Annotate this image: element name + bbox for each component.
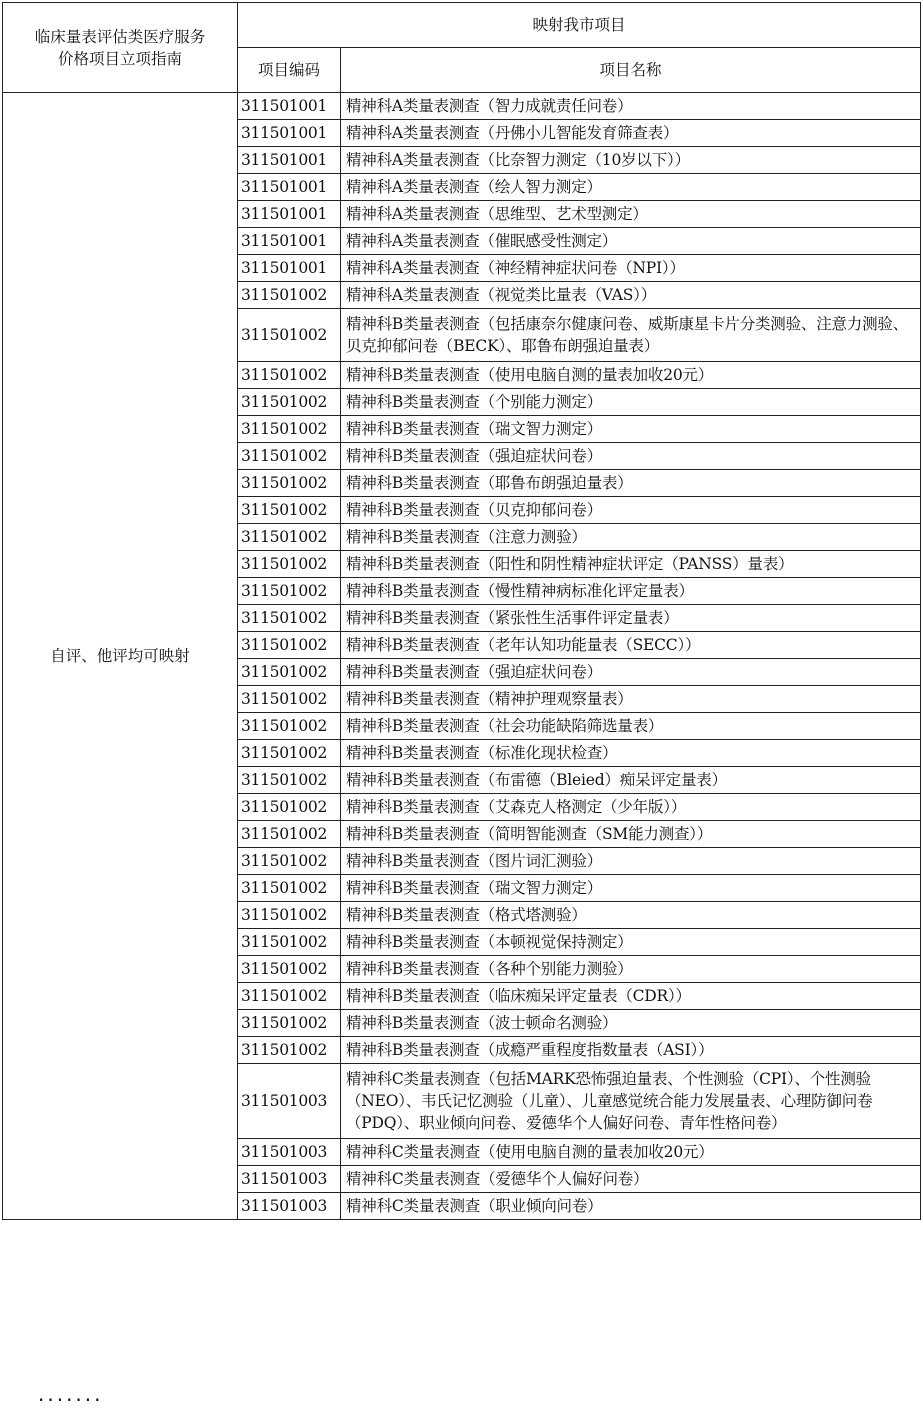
code-column-header: 项目编码 [238, 48, 341, 93]
project-name-cell: 精神科B类量表测查（瑞文智力测定） [341, 875, 921, 902]
project-code-cell: 311501002 [238, 767, 341, 794]
project-code-cell: 311501002 [238, 605, 341, 632]
project-name-cell: 精神科A类量表测查（视觉类比量表（VAS）） [341, 282, 921, 309]
project-name-cell: 精神科B类量表测查（精神护理观察量表） [341, 686, 921, 713]
project-name-cell: 精神科B类量表测查（耶鲁布朗强迫量表） [341, 470, 921, 497]
project-code-cell: 311501002 [238, 821, 341, 848]
project-code-cell: 311501002 [238, 309, 341, 362]
project-code-cell: 311501002 [238, 443, 341, 470]
project-name-cell: 精神科B类量表测查（使用电脑自测的量表加收20元） [341, 362, 921, 389]
table-body [3, 93, 921, 1220]
project-code-cell: 311501002 [238, 1010, 341, 1037]
project-name-cell: 精神科A类量表测查（神经精神症状问卷（NPI）） [341, 255, 921, 282]
project-name-cell: 精神科B类量表测查（强迫症状问卷） [341, 443, 921, 470]
project-name-cell: 精神科B类量表测查（社会功能缺陷筛选量表） [341, 713, 921, 740]
project-code-cell: 311501002 [238, 416, 341, 443]
project-name-cell: 精神科B类量表测查（布雷德（Bleied）痴呆评定量表） [341, 767, 921, 794]
project-name-cell: 精神科B类量表测查（成瘾严重程度指数量表（ASI）） [341, 1037, 921, 1064]
project-name-cell: 精神科B类量表测查（强迫症状问卷） [341, 659, 921, 686]
project-name-cell: 精神科B类量表测查（老年认知功能量表（SECC）） [341, 632, 921, 659]
mapping-table [2, 2, 921, 1220]
project-code-cell: 311501002 [238, 956, 341, 983]
project-name-cell: 精神科B类量表测查（包括康奈尔健康问卷、威斯康星卡片分类测验、注意力测验、贝克抑郁问卷（BECK）、耶鲁布朗强迫量表） [341, 309, 921, 362]
project-name-cell: 精神科B类量表测查（临床痴呆评定量表（CDR）） [341, 983, 921, 1010]
project-name-cell: 精神科B类量表测查（阳性和阴性精神症状评定（PANSS）量表） [341, 551, 921, 578]
project-name-cell: 精神科B类量表测查（艾森克人格测定（少年版）） [341, 794, 921, 821]
project-name-cell: 精神科B类量表测查（慢性精神病标准化评定量表） [341, 578, 921, 605]
mapping-scope-label: 自评、他评均可映射 [3, 93, 238, 1220]
project-name-cell: 精神科A类量表测查（丹佛小儿智能发育筛查表） [341, 120, 921, 147]
project-code-cell: 311501003 [238, 1064, 341, 1139]
guide-title-line2: 价格项目立项指南 [57, 49, 182, 68]
project-name-cell: 精神科C类量表测查（爱德华个人偏好问卷） [341, 1166, 921, 1193]
project-code-cell: 311501001 [238, 120, 341, 147]
table-row [3, 93, 921, 120]
project-code-cell: 311501002 [238, 362, 341, 389]
project-code-cell: 311501002 [238, 551, 341, 578]
project-code-cell: 311501002 [238, 902, 341, 929]
project-code-cell: 311501002 [238, 740, 341, 767]
project-code-cell: 311501002 [238, 848, 341, 875]
guide-title-header [3, 3, 238, 93]
project-code-cell: 311501002 [238, 713, 341, 740]
project-name-cell: 精神科B类量表测查（贝克抑郁问卷） [341, 497, 921, 524]
project-code-cell: 311501002 [238, 794, 341, 821]
project-name-cell: 精神科B类量表测查（简明智能测查（SM能力测查）） [341, 821, 921, 848]
project-name-cell: 精神科B类量表测查（各种个别能力测验） [341, 956, 921, 983]
project-code-cell: 311501002 [238, 983, 341, 1010]
project-name-cell: 精神科A类量表测查（思维型、艺术型测定） [341, 201, 921, 228]
mapping-title-header: 映射我市项目 [238, 3, 921, 48]
project-code-cell: 311501002 [238, 929, 341, 956]
continuation-dots: ······· [38, 1388, 104, 1412]
project-name-cell: 精神科B类量表测查（个别能力测定） [341, 389, 921, 416]
project-name-cell: 精神科A类量表测查（比奈智力测定（10岁以下）） [341, 147, 921, 174]
project-code-cell: 311501002 [238, 524, 341, 551]
project-code-cell: 311501001 [238, 174, 341, 201]
project-name-cell: 精神科B类量表测查（瑞文智力测定） [341, 416, 921, 443]
project-code-cell: 311501002 [238, 686, 341, 713]
project-code-cell: 311501002 [238, 389, 341, 416]
project-code-cell: 311501002 [238, 659, 341, 686]
project-name-cell: 精神科B类量表测查（注意力测验） [341, 524, 921, 551]
project-code-cell: 311501003 [238, 1193, 341, 1220]
project-name-cell: 精神科A类量表测查（智力成就责任问卷） [341, 93, 921, 120]
project-code-cell: 311501001 [238, 93, 341, 120]
project-code-cell: 311501003 [238, 1139, 341, 1166]
project-code-cell: 311501002 [238, 578, 341, 605]
project-code-cell: 311501001 [238, 255, 341, 282]
project-name-cell: 精神科C类量表测查（职业倾向问卷） [341, 1193, 921, 1220]
project-name-cell: 精神科A类量表测查（催眠感受性测定） [341, 228, 921, 255]
project-name-cell: 精神科C类量表测查（使用电脑自测的量表加收20元） [341, 1139, 921, 1166]
project-code-cell: 311501003 [238, 1166, 341, 1193]
project-code-cell: 311501002 [238, 497, 341, 524]
project-code-cell: 311501001 [238, 228, 341, 255]
project-name-cell: 精神科B类量表测查（波士顿命名测验） [341, 1010, 921, 1037]
project-code-cell: 311501002 [238, 470, 341, 497]
project-name-cell: 精神科B类量表测查（图片词汇测验） [341, 848, 921, 875]
project-code-cell: 311501002 [238, 632, 341, 659]
project-code-cell: 311501002 [238, 1037, 341, 1064]
project-code-cell: 311501001 [238, 147, 341, 174]
project-name-cell: 精神科C类量表测查（包括MARK恐怖强迫量表、个性测验（CPI）、个性测验（NEO）、韦氏记忆测验（儿童）、儿童感觉统合能力发展量表、心理防御问卷（PDQ）、职业倾向问卷、爱德华个人偏好问卷、青年性格问卷） [341, 1064, 921, 1139]
project-name-cell: 精神科A类量表测查（绘人智力测定） [341, 174, 921, 201]
project-code-cell: 311501001 [238, 201, 341, 228]
name-column-header: 项目名称 [341, 48, 921, 93]
project-code-cell: 311501002 [238, 282, 341, 309]
project-name-cell: 精神科B类量表测查（本顿视觉保持测定） [341, 929, 921, 956]
project-name-cell: 精神科B类量表测查（标准化现状检查） [341, 740, 921, 767]
guide-title-line1: 临床量表评估类医疗服务 [34, 27, 206, 46]
project-name-cell: 精神科B类量表测查（紧张性生活事件评定量表） [341, 605, 921, 632]
project-code-cell: 311501002 [238, 875, 341, 902]
project-name-cell: 精神科B类量表测查（格式塔测验） [341, 902, 921, 929]
